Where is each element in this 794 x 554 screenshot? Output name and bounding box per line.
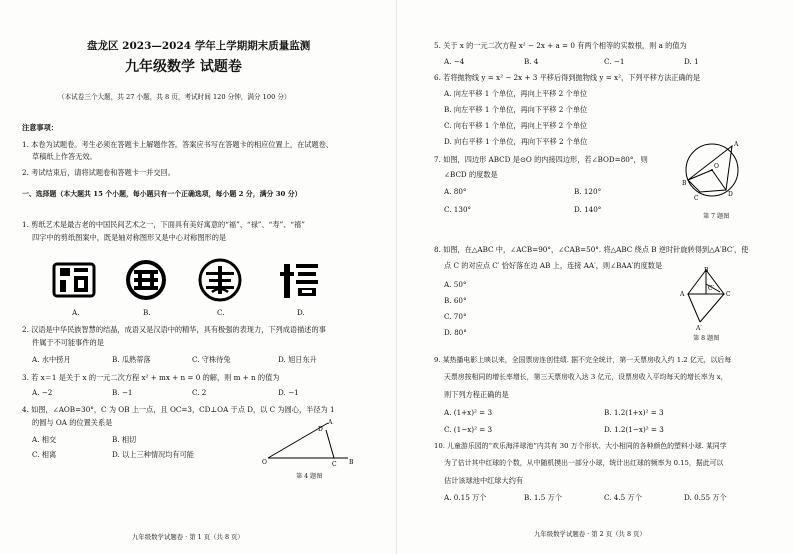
note-line-2: 草稿纸上作答无效。 [32, 152, 97, 161]
q1-line-2: 四字中的剪纸图案中，既是轴对称图形又是中心对称图形的是 [32, 233, 227, 242]
q2-option-a: A. 水中捞月 [32, 355, 71, 364]
lu-papercut-image [124, 258, 168, 302]
q1-option-a: A. [72, 308, 80, 317]
q3-option-c: C. 2 [192, 388, 207, 397]
q8-option-d: D. 80° [444, 328, 467, 337]
q1-option-d: D. [297, 308, 305, 317]
q6-option-d: D. 向右平移 1 个单位，再向下平移 2 个单位 [444, 137, 588, 146]
exam-meta: （本试卷三个大题，共 27 小题，共 8 页，考试时间 120 分钟，满分 100 分） [58, 93, 291, 101]
q10-option-c: C. 4.5 万个 [604, 493, 642, 502]
q7-line-2: ∠BCD 的度数是 [444, 170, 498, 179]
q5-option-b: B. 4 [524, 57, 539, 66]
fig8-label-c: C [726, 291, 731, 298]
exam-title: 九年级数学 试题卷 [125, 59, 242, 75]
q4-option-b: B. 相切 [112, 435, 137, 444]
q5-text: 5. 关于 x 的一元二次方程 x² − 2x + a = 0 有两个相等的实数根，则 a 的值为 [434, 41, 687, 50]
q7-option-c: C. 130° [444, 205, 472, 214]
q1-line-1: 1. 剪纸艺术是最古老的中国民间艺术之一，下面具有美好寓意的“福”、“禄”、“寿”、“禧” [22, 220, 305, 229]
fig8-label-a-prime: A′ [696, 325, 702, 332]
fu-papercut-image [52, 258, 96, 302]
q9-line-2: 天票房按相同的增长率增长，第三天票房收入达 3 亿元，设票房收入平均每天的增长率为 x， [444, 373, 728, 381]
q5-option-c: C. −1 [604, 57, 625, 66]
fig8-label-b: B [704, 267, 709, 274]
q10-line-2: 为了估计其中红球的个数，从中随机摸出一部分小球，统计出红球的频率为 0.15，据此可以 [444, 459, 724, 467]
figure-7-circle [682, 136, 746, 210]
fig4-label-a: A [328, 419, 333, 426]
exam-header: 盘龙区 2023—2024 学年上学期期末质量监测 [87, 40, 311, 52]
notes-title: 注意事项： [22, 123, 58, 132]
fig4-label-c: C [332, 461, 337, 468]
xi-papercut-image [278, 258, 322, 302]
q5-option-a: A. −4 [444, 57, 465, 66]
fig7-label-o: O [714, 163, 719, 170]
q4-option-a: A. 相交 [32, 435, 57, 444]
q1-option-c: C. [217, 308, 225, 317]
q7-option-a: A. 80° [444, 187, 467, 196]
fig7-caption: 第 7 题图 [703, 213, 730, 220]
q9-option-c: C. (1−x)² = 3 [444, 425, 493, 434]
q3-option-d: D. −1 [278, 388, 299, 397]
figure-8-rotation [680, 266, 732, 332]
q2-line-1: 2. 汉语是中华民族智慧的结晶，成语又是汉语中的精华，具有极强的表现力，下列成语描述的事 [22, 325, 326, 334]
q9-option-d: D. 1.2(1−x)² = 3 [604, 425, 664, 434]
fig7-label-a: A [734, 141, 739, 148]
note-line-3: 2. 考试结束后，请将试题卷和答题卡一并交回。 [22, 168, 175, 177]
q10-line-3: 估计该球池中红球大约有 [444, 476, 524, 485]
q7-option-b: B. 120° [574, 187, 602, 196]
q8-option-c: C. 70° [444, 312, 467, 321]
q4-option-c: C. 相离 [32, 450, 57, 459]
fig7-label-c: C [694, 195, 699, 202]
q10-option-d: D. 0.55 万个 [684, 493, 727, 502]
fig8-caption: 第 8 题图 [693, 335, 720, 342]
q7-line-1: 7. 如图，四边形 ABCD 是⊙O 的内接四边形，若∠BOD=80°，则 [434, 155, 648, 164]
fig7-label-b: B [682, 180, 687, 187]
figure-4-triangle [262, 418, 358, 468]
q10-option-b: B. 1.5 万个 [524, 493, 562, 502]
q3-text: 3. 若 x＝1 是关于 x 的一元二次方程 x² + mx + n = 0 的解，则 m + n 的值为 [22, 373, 280, 382]
fig4-caption: 第 4 题图 [296, 473, 323, 480]
q2-option-d: D. 旭日东升 [278, 355, 317, 364]
q8-line-2: 点 C 的对应点 C′ 恰好落在边 AB 上，连接 AA′，则∠BAA′的度数是 [444, 261, 663, 270]
fig7-label-d: D [728, 191, 733, 198]
q9-option-a: A. (1+x)² = 3 [444, 408, 493, 417]
q1-option-b: B. [143, 308, 151, 317]
q8-option-a: A. 50° [444, 280, 467, 289]
q2-line-2: 件属于不可能事件的是 [32, 338, 104, 347]
q2-option-b: B. 瓜熟蒂落 [112, 355, 151, 364]
shou-papercut-image [198, 258, 242, 302]
q4-line-2: 的圆与 OA 的位置关系是 [32, 418, 113, 427]
q3-option-b: B. −1 [112, 388, 133, 397]
fig4-label-d: D [318, 426, 323, 433]
q5-option-d: D. 1 [684, 57, 699, 66]
page2-footer: 九年级数学试题卷 · 第 2 页（共 8 页） [534, 530, 646, 538]
q3-option-a: A. −2 [32, 388, 53, 397]
fig8-label-c-prime: C′ [708, 285, 714, 292]
exam-page-2 [397, 0, 794, 554]
section-title: 一、选择题（本大题共 15 个小题，每小题只有一个正确选项，每小题 2 分，满分 30 分） [22, 190, 302, 198]
q9-option-b: B. 1.2(1+x)² = 3 [604, 408, 664, 417]
q4-line-1: 4. 如图，∠AOB=30°，C 为 OB 上一点，且 OC=3，CD⊥OA 于点 D，以 C 为圆心，半径为 1 [22, 405, 335, 414]
page1-footer: 九年级数学试题卷 · 第 1 页（共 8 页） [132, 533, 244, 541]
q10-option-a: A. 0.15 万个 [444, 493, 487, 502]
fig4-label-o: O [262, 459, 267, 466]
fig8-label-a: A [680, 291, 685, 298]
q8-option-b: B. 60° [444, 296, 467, 305]
fig4-label-b: B [349, 459, 354, 466]
q7-option-d: D. 140° [574, 205, 602, 214]
q6-option-b: B. 向左平移 1 个单位，再向下平移 2 个单位 [444, 105, 588, 114]
note-line-1: 1. 本卷为试题卷。考生必须在答题卡上解题作答。答案应书写在答题卡的相应位置上，在试题卷、 [22, 140, 334, 149]
q6-option-c: C. 向右平移 1 个单位，再向上平移 2 个单位 [444, 121, 588, 130]
q6-option-a: A. 向左平移 1 个单位，再向上平移 2 个单位 [444, 89, 588, 98]
q6-text: 6. 若将抛物线 y = x² − 2x + 3 平移后得到抛物线 y = x²，下列平移方法正确的是 [434, 73, 701, 82]
q8-line-1: 8. 如图，在△ABC 中，∠ACB=90°，∠CAB=50°. 将△ABC 绕点 B 逆时针旋转得到△A′BC′，使 [434, 245, 749, 254]
q9-line-1: 9. 某热播电影上映以来，全国票房连创佳绩. 据不完全统计，第一天票房收入约 1.2 亿元，以后每 [434, 356, 732, 364]
q10-line-1: 10. 儿童游乐园的“欢乐海洋球池”内共有 30 万个形状、大小相同的各种颜色的塑料小球. 某同学 [434, 442, 727, 450]
q4-option-d: D. 以上三种情况均有可能 [112, 450, 194, 459]
q2-option-c: C. 守株待兔 [192, 355, 231, 364]
q9-line-3: 则下列方程正确的是 [444, 390, 509, 399]
